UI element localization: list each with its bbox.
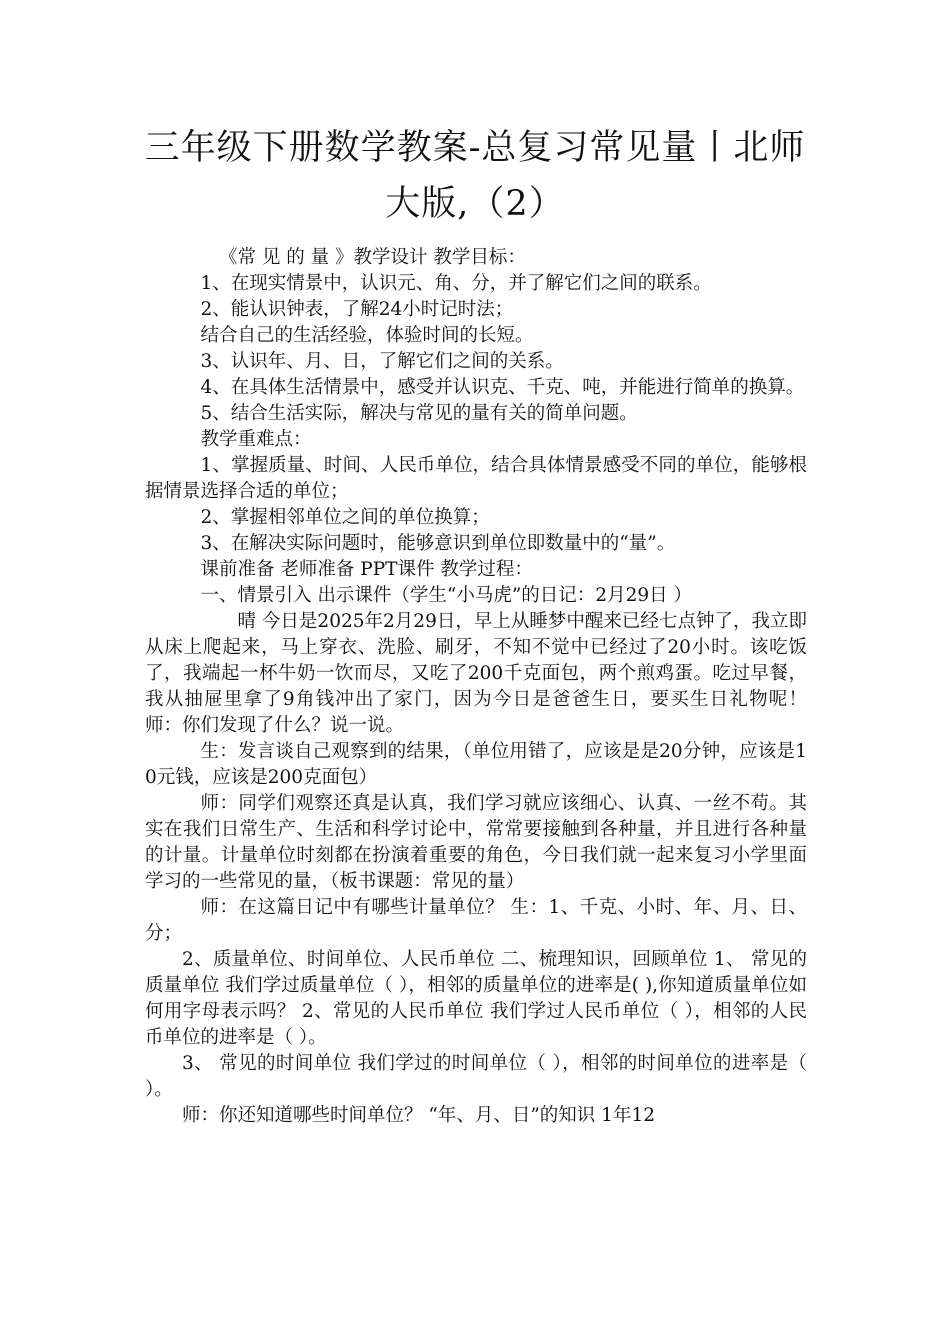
paragraph-goal-1: 1、在现实情景中，认识元、角、分，并了解它们之间的联系。 (200, 273, 712, 294)
paragraph-design-title: 《常 见 的 量 》教学设计 教学目标： (219, 247, 526, 268)
document-body (145, 245, 807, 1129)
paragraph-teacher-comment: 师：同学们观察还真是认真，我们学习就应该细心、认真、一丝不苟。其实在我们日常生产、生活和科学讨论中，常常要接触到各种量，并且进行各种量的计量。计量单位时刻都在扮演着重要的角色，今日我们就一起来复习小学里面学习的一些常见的量，（板书课题：常见的量） (145, 793, 807, 892)
paragraph-key-point-3: 3、在解决实际问题时，能够意识到单位即数量中的“量”。 (200, 533, 676, 554)
paragraph-key-point-1: 1、掌握质量、时间、人民币单位，结合具体情景感受不同的单位，能够根据情景选择合适的单位； (145, 455, 807, 502)
paragraph-key-points-heading: 教学重难点： (200, 429, 312, 450)
paragraph-review-units: 2、质量单位、时间单位、人民币单位 二、梳理知识，回顾单位 1、 常见的质量单位 我们学过质量单位（ ），相邻的质量单位的进率是( ),你知道质量单位如何用字母表示吗？ 2、常见的人民币单位 我们学过人民币单位（ ），相邻的人民币单位的进率是（ ）。 (145, 949, 807, 1048)
paragraph-goal-2: 2、能认识钟表，了解24小时记时法； (200, 299, 514, 320)
paragraph-year-month-day: 师：你还知道哪些时间单位？ “年、月、日”的知识 1年12 (182, 1105, 655, 1126)
paragraph-scene-intro: 一、情景引入 出示课件（学生“小马虎”的日记：2月29日 ） (200, 585, 692, 606)
paragraph-time-units: 3、 常见的时间单位 我们学过的时间单位（ ），相邻的时间单位的进率是（ ）。 (145, 1053, 807, 1100)
paragraph-preparation: 课前准备 老师准备 PPT课件 教学过程： (200, 559, 533, 580)
paragraph-units-question: 师：在这篇日记中有哪些计量单位？ 生：1、千克、小时、年、月、日、分； (145, 897, 807, 944)
paragraph-key-point-2: 2、掌握相邻单位之间的单位换算； (200, 507, 490, 528)
paragraph-diary: 晴 今日是2025年2月29日，早上从睡梦中醒来已经七点钟了，我立即从床上爬起来，马上穿衣、洗脸、刷牙，不知不觉中已经过了20小时。该吃饭了，我端起一杯牛奶一饮而尽，又吃了200千克面包，两个煎鸡蛋。吃过早餐，我从抽屉里拿了9角钱冲出了家门，因为今日是爸爸生日，要买生日礼物呢！ 师：你们发现了什么？说一说。 (145, 611, 807, 736)
paragraph-student-reply: 生：发言谈自己观察到的结果，（单位用错了，应该是是20分钟，应该是10元钱，应该是200克面包） (145, 741, 807, 788)
paragraph-goal-3: 3、认识年、月、日，了解它们之间的关系。 (200, 351, 564, 372)
paragraph-goal-5: 5、结合生活实际，解决与常见的量有关的简单问题。 (200, 403, 638, 424)
paragraph-goal-4: 4、在具体生活情景中，感受并认识克、千克、吨，并能进行简单的换算。 (200, 377, 805, 398)
document-title: 三年级下册数学教案-总复习常见量丨北师大版,（2） (144, 128, 806, 224)
paragraph-goal-2-continued: 结合自己的生活经验，体验时间的长短。 (200, 325, 534, 346)
